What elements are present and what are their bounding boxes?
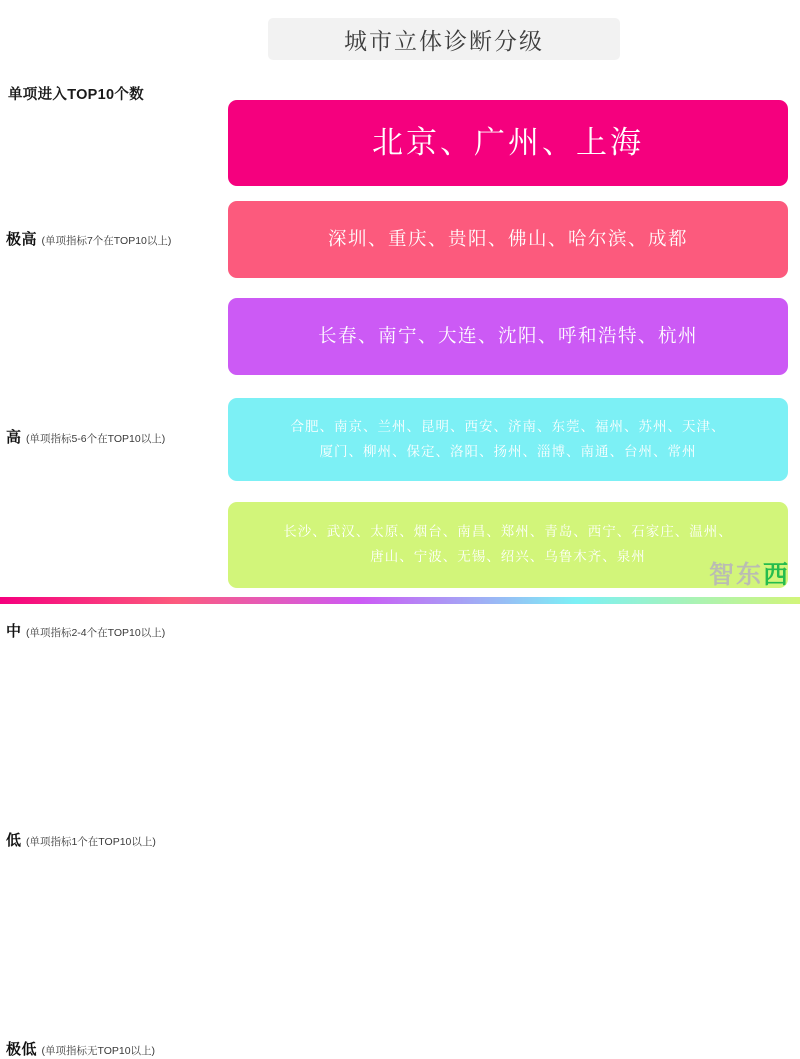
row-criteria-1: (单项指标5-6个在TOP10以上) xyxy=(25,433,166,445)
page-title: 城市立体诊断分级 xyxy=(344,27,544,54)
row-level-3: 低 xyxy=(6,832,22,849)
row-level-0: 极高 xyxy=(6,231,38,248)
row-cities-2: 长春、南宁、大连、沈阳、呼和浩特、杭州 xyxy=(317,325,698,347)
row-cities-3 xyxy=(291,415,726,465)
row-label-3 xyxy=(6,829,156,850)
row-band-3 xyxy=(228,398,788,481)
watermark-logo xyxy=(709,563,788,588)
bottom-color-strip xyxy=(0,597,800,604)
row-cities-4-line1: 长沙、武汉、太原、烟台、南昌、郑州、青岛、西宁、石家庄、温州、 xyxy=(283,524,733,540)
row-level-2: 中 xyxy=(6,623,22,640)
row-band-0 xyxy=(228,100,788,186)
row-cities-3-line2: 厦门、柳州、保定、洛阳、扬州、淄博、南通、台州、常州 xyxy=(319,443,697,459)
row-criteria-3: (单项指标1个在TOP10以上) xyxy=(25,836,156,848)
row-criteria-2: (单项指标2-4个在TOP10以上) xyxy=(25,627,166,639)
row-band-2 xyxy=(228,298,788,375)
row-level-1: 高 xyxy=(6,429,22,446)
row-criteria-0: (单项指标7个在TOP10以上) xyxy=(41,235,172,247)
row-label-4 xyxy=(6,1038,155,1059)
row-cities-3-line1: 合肥、南京、兰州、昆明、西安、济南、东莞、福州、苏州、天津、 xyxy=(290,418,726,434)
row-cities-1: 深圳、重庆、贵阳、佛山、哈尔滨、成都 xyxy=(327,228,688,250)
row-criteria-4: (单项指标无TOP10以上) xyxy=(41,1045,156,1057)
row-cities-4 xyxy=(283,520,733,570)
row-band-4 xyxy=(228,502,788,588)
row-cities-4-line2: 唐山、宁波、无锡、绍兴、乌鲁木齐、泉州 xyxy=(370,549,646,564)
axis-caption: 单项进入TOP10个数 xyxy=(8,87,144,103)
watermark-char-3: 西 xyxy=(762,561,788,589)
row-level-4: 极低 xyxy=(6,1041,38,1058)
watermark-char-1: 智 xyxy=(708,561,734,589)
row-cities-0: 北京、广州、上海 xyxy=(372,124,644,160)
row-label-2 xyxy=(6,620,165,641)
chart-title-banner xyxy=(268,18,620,60)
row-band-1 xyxy=(228,201,788,278)
watermark-char-2: 东 xyxy=(735,561,761,589)
